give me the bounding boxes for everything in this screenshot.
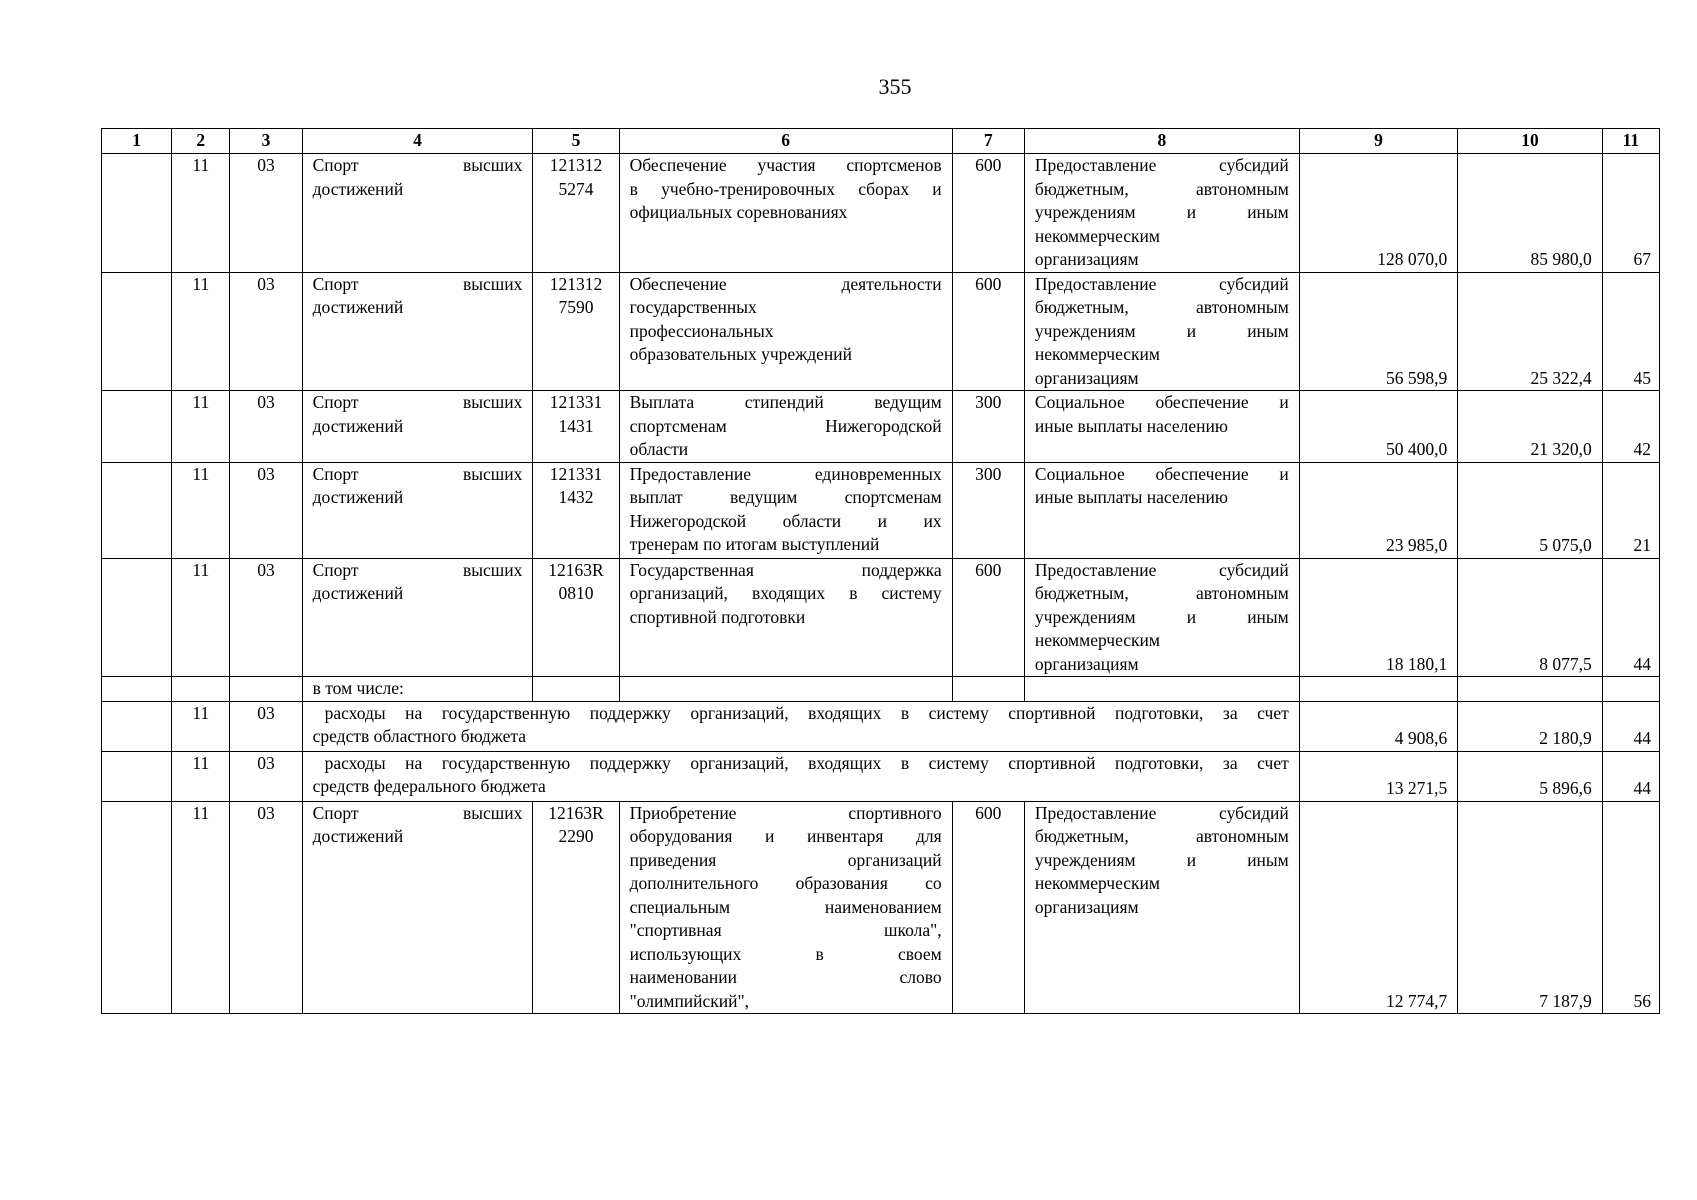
- cell-description: Выплата стипендий ведущим спортсменам Нижегородской области: [619, 391, 952, 463]
- cell-percent: 67: [1602, 154, 1659, 273]
- cell-expense-type: 300: [952, 462, 1024, 558]
- cell-amount-plan: 4 908,6: [1299, 701, 1458, 751]
- cell-col1: [102, 701, 172, 751]
- cell-expense-type: 600: [952, 272, 1024, 391]
- cell-amount-plan: 23 985,0: [1299, 462, 1458, 558]
- cell-empty: [1299, 677, 1458, 702]
- cell-section: 11: [172, 391, 230, 463]
- cell-target-code: 121312 5274: [533, 154, 619, 273]
- cell-expense-name: Социальное обеспечение и иные выплаты населению: [1024, 391, 1299, 463]
- cell-subsection: 03: [230, 272, 302, 391]
- cell-col1: [102, 154, 172, 273]
- page-number: 355: [878, 74, 912, 99]
- cell-empty: [952, 677, 1024, 702]
- cell-col1: [102, 751, 172, 801]
- table-row: [102, 272, 1660, 391]
- cell-target-code: 121331 1432: [533, 462, 619, 558]
- cell-expense-type: 600: [952, 558, 1024, 677]
- cell-col1: [102, 558, 172, 677]
- cell-target-code: 12163R 0810: [533, 558, 619, 677]
- cell-section: 11: [172, 558, 230, 677]
- cell-percent: 44: [1602, 558, 1659, 677]
- cell-section: 11: [172, 154, 230, 273]
- cell-subsection: 03: [230, 558, 302, 677]
- cell-expense-name: Предоставление субсидий бюджетным, автономным учреждениям и иным некоммерческим организациям: [1024, 272, 1299, 391]
- cell-empty: [102, 677, 172, 702]
- cell-amount-plan: 50 400,0: [1299, 391, 1458, 463]
- column-header-4: 4: [302, 129, 533, 154]
- cell-name: Спорт высших достижений: [302, 272, 533, 391]
- cell-name: Спорт высших достижений: [302, 801, 533, 1014]
- column-header-7: 7: [952, 129, 1024, 154]
- cell-target-code: 12163R 2290: [533, 801, 619, 1014]
- column-header-10: 10: [1458, 129, 1602, 154]
- cell-subsection: 03: [230, 154, 302, 273]
- cell-empty: [619, 677, 952, 702]
- cell-amount-plan: 12 774,7: [1299, 801, 1458, 1014]
- cell-name: Спорт высших достижений: [302, 154, 533, 273]
- column-header-9: 9: [1299, 129, 1458, 154]
- cell-expense-name: Предоставление субсидий бюджетным, автономным учреждениям и иным некоммерческим организациям: [1024, 154, 1299, 273]
- cell-amount-actual: 5 896,6: [1458, 751, 1602, 801]
- cell-section: 11: [172, 701, 230, 751]
- cell-target-code: 121312 7590: [533, 272, 619, 391]
- column-header-11: 11: [1602, 129, 1659, 154]
- cell-subsection: 03: [230, 751, 302, 801]
- cell-percent: 45: [1602, 272, 1659, 391]
- cell-amount-actual: 8 077,5: [1458, 558, 1602, 677]
- table-row-subitem: [102, 701, 1660, 751]
- cell-empty: [1602, 677, 1659, 702]
- cell-expense-name: Предоставление субсидий бюджетным, автономным учреждениям и иным некоммерческим организациям: [1024, 558, 1299, 677]
- table-row-including: [102, 677, 1660, 702]
- cell-expense-type: 600: [952, 801, 1024, 1014]
- cell-subsection: 03: [230, 801, 302, 1014]
- cell-amount-actual: 25 322,4: [1458, 272, 1602, 391]
- cell-percent: 44: [1602, 751, 1659, 801]
- cell-subsection: 03: [230, 701, 302, 751]
- table-row-subitem: [102, 751, 1660, 801]
- cell-expense-type: 300: [952, 391, 1024, 463]
- cell-empty: [230, 677, 302, 702]
- cell-amount-actual: 5 075,0: [1458, 462, 1602, 558]
- table-row: [102, 391, 1660, 463]
- cell-col1: [102, 801, 172, 1014]
- table-row: [102, 801, 1660, 1014]
- cell-col1: [102, 391, 172, 463]
- cell-section: 11: [172, 801, 230, 1014]
- table-row: [102, 462, 1660, 558]
- column-header-6: 6: [619, 129, 952, 154]
- cell-amount-actual: 7 187,9: [1458, 801, 1602, 1014]
- cell-description: Государственная поддержка организаций, входящих в систему спортивной подготовки: [619, 558, 952, 677]
- cell-section: 11: [172, 272, 230, 391]
- cell-empty: [172, 677, 230, 702]
- cell-col1: [102, 462, 172, 558]
- cell-empty: [1458, 677, 1602, 702]
- cell-name: Спорт высших достижений: [302, 558, 533, 677]
- cell-col1: [102, 272, 172, 391]
- column-header-8: 8: [1024, 129, 1299, 154]
- table-row: [102, 154, 1660, 273]
- cell-amount-plan: 56 598,9: [1299, 272, 1458, 391]
- cell-percent: 44: [1602, 701, 1659, 751]
- cell-target-code: 121331 1431: [533, 391, 619, 463]
- cell-subsection: 03: [230, 462, 302, 558]
- column-header-3: 3: [230, 129, 302, 154]
- cell-section: 11: [172, 462, 230, 558]
- budget-table: [101, 128, 1660, 1014]
- cell-percent: 42: [1602, 391, 1659, 463]
- cell-including-label: в том числе:: [302, 677, 533, 702]
- cell-description: Обеспечение участия спортсменов в учебно-тренировочных сборах и официальных соревнованиях: [619, 154, 952, 273]
- cell-subsection: 03: [230, 391, 302, 463]
- cell-name: Спорт высших достижений: [302, 462, 533, 558]
- cell-amount-plan: 18 180,1: [1299, 558, 1458, 677]
- cell-amount-plan: 13 271,5: [1299, 751, 1458, 801]
- cell-amount-plan: 128 070,0: [1299, 154, 1458, 273]
- cell-expense-name: Социальное обеспечение и иные выплаты населению: [1024, 462, 1299, 558]
- table-body: [102, 154, 1660, 1014]
- header-row: [102, 129, 1660, 154]
- cell-description: Предоставление единовременных выплат ведущим спортсменам Нижегородской области и их тренерам по итогам выступлений: [619, 462, 952, 558]
- cell-expense-name: Предоставление субсидий бюджетным, автономным учреждениям и иным некоммерческим организациям: [1024, 801, 1299, 1014]
- column-header-2: 2: [172, 129, 230, 154]
- cell-percent: 21: [1602, 462, 1659, 558]
- cell-expense-type: 600: [952, 154, 1024, 273]
- cell-amount-actual: 2 180,9: [1458, 701, 1602, 751]
- cell-description: Обеспечение деятельности государственных профессиональных образовательных учреждений: [619, 272, 952, 391]
- cell-empty: [533, 677, 619, 702]
- column-header-1: 1: [102, 129, 172, 154]
- cell-amount-actual: 85 980,0: [1458, 154, 1602, 273]
- cell-description: Приобретение спортивного оборудования и инвентаря для приведения организаций дополнительного образования со специальным наименованием "спортивная школа", использующих в своем наименовании слово "олимпийский",: [619, 801, 952, 1014]
- table-row: [102, 558, 1660, 677]
- cell-amount-actual: 21 320,0: [1458, 391, 1602, 463]
- cell-section: 11: [172, 751, 230, 801]
- cell-percent: 56: [1602, 801, 1659, 1014]
- cell-name: Спорт высших достижений: [302, 391, 533, 463]
- cell-subitem-text: расходы на государственную поддержку организаций, входящих в систему спортивной подготовки, за счет средств областного бюджета: [302, 701, 1299, 751]
- cell-subitem-text: расходы на государственную поддержку организаций, входящих в систему спортивной подготовки, за счет средств федерального бюджета: [302, 751, 1299, 801]
- cell-empty: [1024, 677, 1299, 702]
- column-header-5: 5: [533, 129, 619, 154]
